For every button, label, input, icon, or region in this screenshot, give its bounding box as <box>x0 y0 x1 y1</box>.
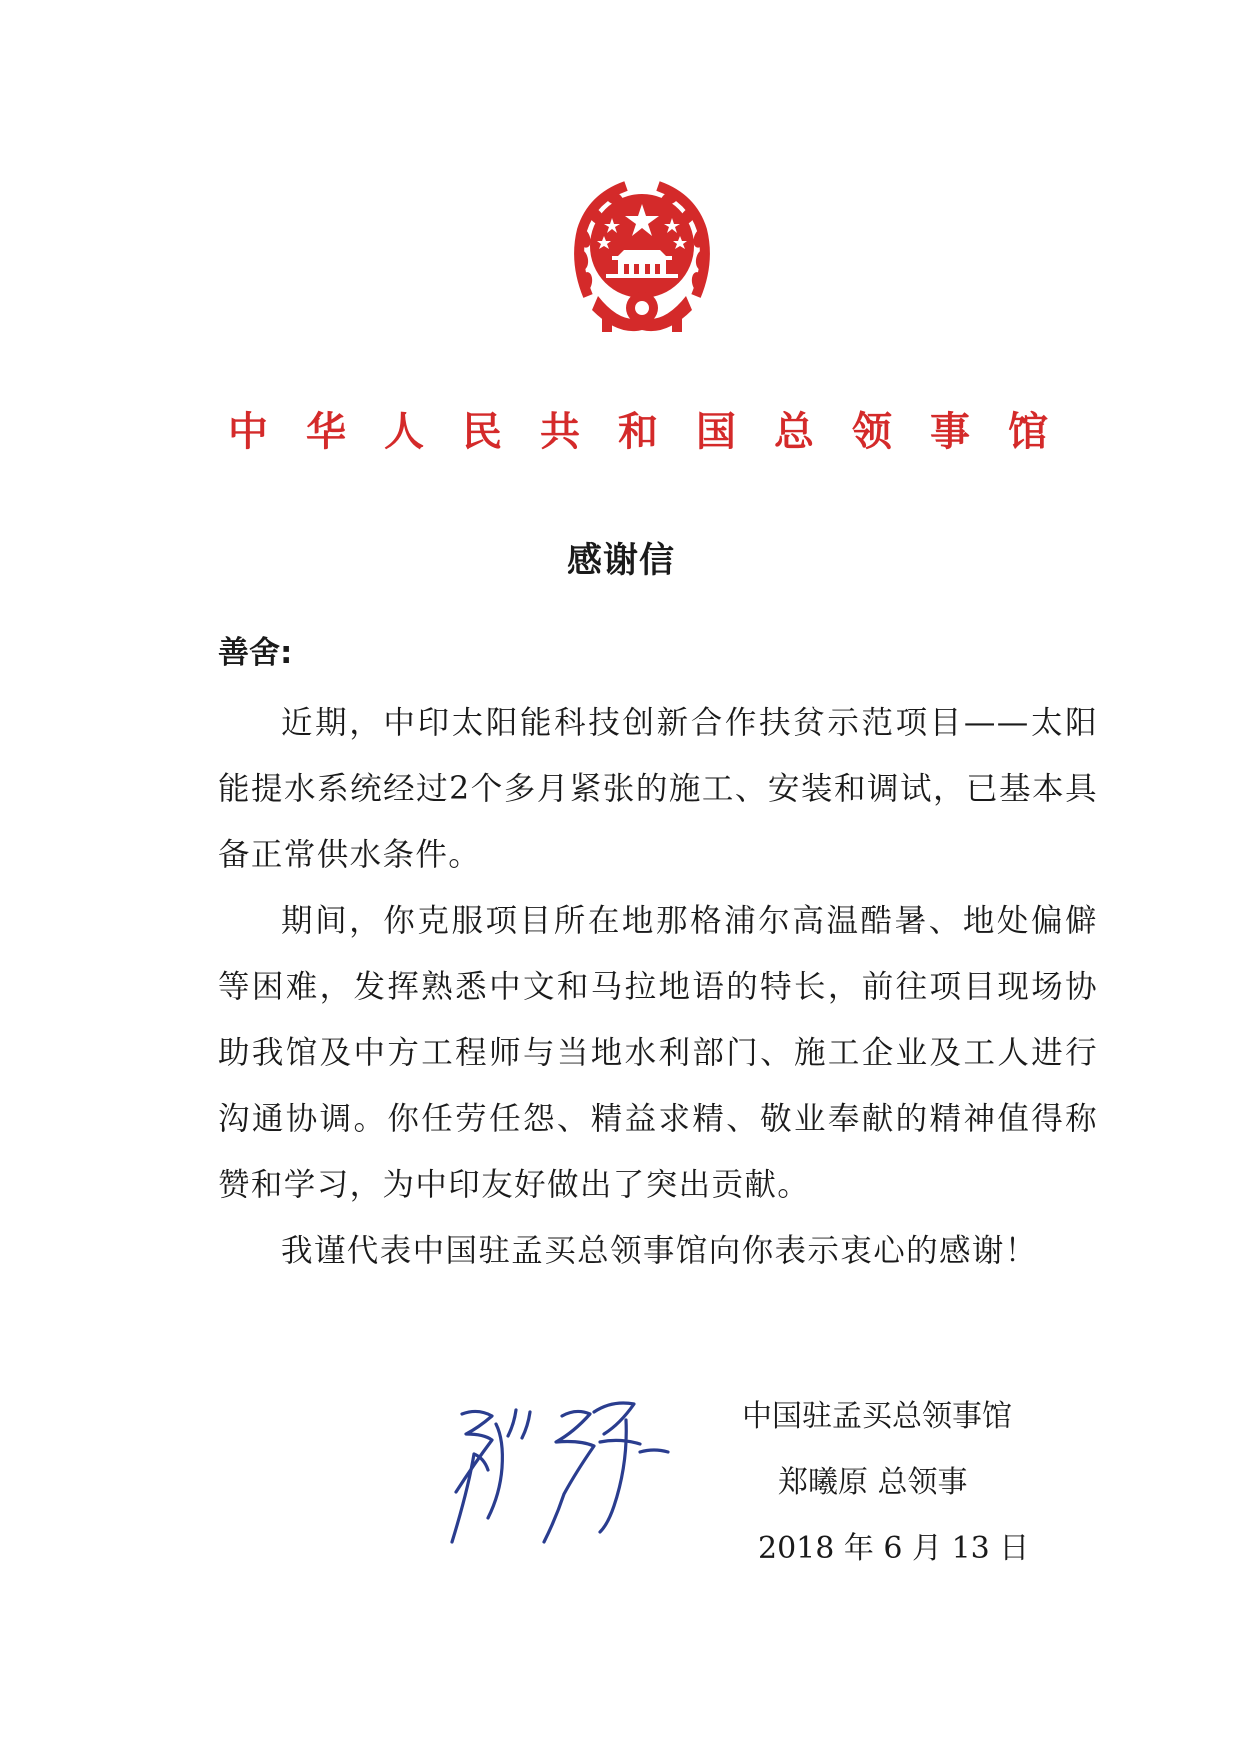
closing-date: 2018 年 6 月 13 日 <box>758 1531 1030 1566</box>
closing-organization: 中国驻孟买总领事馆 <box>742 1399 1012 1434</box>
closing-block <box>742 1384 1052 1582</box>
letter-title: 感谢信 <box>566 541 675 581</box>
letterhead-char: 国 <box>696 408 736 455</box>
letterhead-char: 和 <box>618 408 658 455</box>
letterhead-char: 民 <box>462 408 502 455</box>
letter-body <box>218 690 1098 1284</box>
letterhead-char: 共 <box>540 408 580 455</box>
body-paragraph: 我谨代表中国驻孟买总领事馆向你表示衷心的感谢！ <box>281 1233 1038 1269</box>
letterhead-char: 中 <box>228 408 268 455</box>
body-paragraph: 期间，你克服项目所在地那格浦尔高温酷暑、地处偏僻等困难，发挥熟悉中文和马拉地语的特长，前往项目现场协助我馆及中方工程师与当地水利部门、施工企业及工人进行沟通协调。你任劳任怨、精益求精、敬业奉献的精神值得称赞和学习，为中印友好做出了突出贡献。 <box>218 903 1098 1203</box>
consulate-letterhead <box>228 404 1048 460</box>
letterhead-char: 总 <box>774 408 814 455</box>
closing-signatory: 郑曦原 总领事 <box>778 1465 968 1500</box>
body-paragraph: 近期，中印太阳能科技创新合作扶贫示范项目——太阳能提水系统经过2个多月紧张的施工、安装和调试，已基本具备正常供水条件。 <box>218 705 1098 873</box>
handwritten-signature <box>444 1394 694 1564</box>
letterhead-char: 事 <box>930 408 970 455</box>
letterhead-char: 人 <box>384 408 424 455</box>
salutation: 善舍: <box>218 635 293 671</box>
letterhead-char: 华 <box>306 408 346 455</box>
national-emblem-icon <box>568 178 716 338</box>
letterhead-char: 领 <box>852 408 892 455</box>
letterhead-char: 馆 <box>1008 408 1048 455</box>
